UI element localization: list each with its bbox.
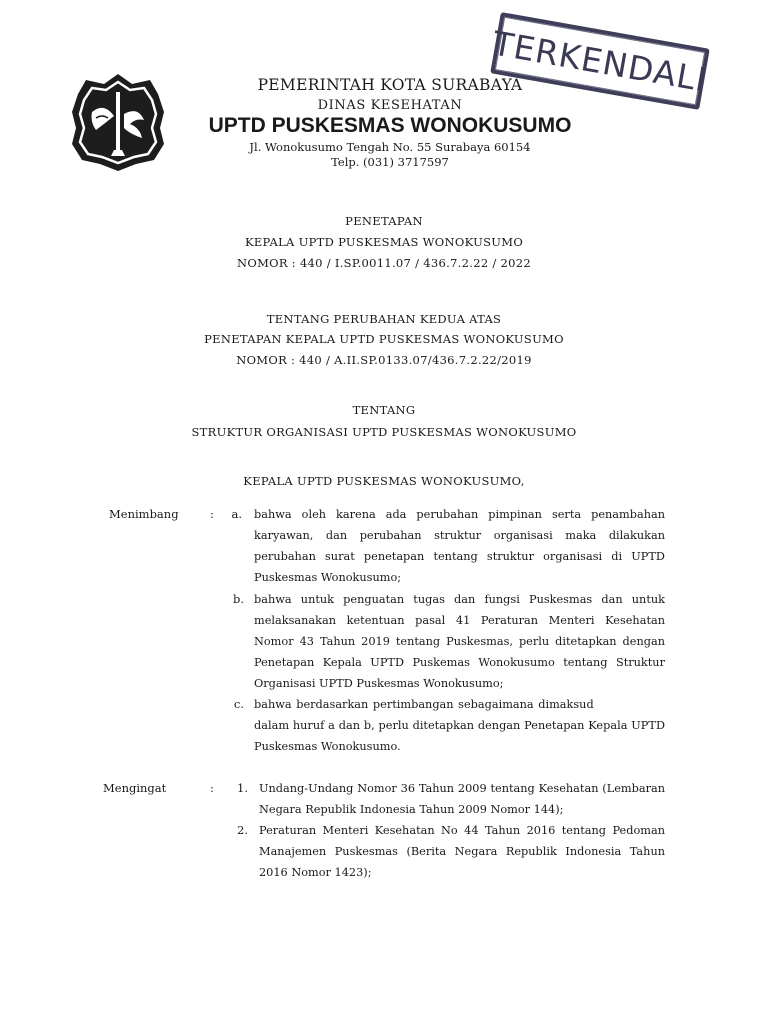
- decree-number: NOMOR : 440 / I.SP.0011.07 / 436.7.2.22 / 2022: [237, 256, 531, 270]
- letterhead-address: Jl. Wonokusumo Tengah No. 55 Surabaya 60154: [249, 140, 531, 154]
- menimbang-item-a: bahwa oleh karena ada perubahan pimpinan serta penambahan karyawan, dan perubahan struktur organisasi maka dilakukan perubahan surat penetapan tentang struktur organisasi di UPTD Puskesmas Wonokusumo;: [254, 508, 665, 584]
- decree-subject: STRUKTUR ORGANISASI UPTD PUSKESMAS WONOKUSUMO: [191, 425, 577, 439]
- mengingat-item-2: Peraturan Menteri Kesehatan No 44 Tahun 2016 tentang Pedoman Manajemen Puskesmas (Berita Negara Republik Indonesia Tahun 2016 Nomor 1423);: [259, 824, 665, 879]
- mengingat-marker-2: 2.: [237, 823, 248, 837]
- mengingat-colon: :: [210, 781, 214, 795]
- decree-head: KEPALA UPTD PUSKESMAS WONOKUSUMO,: [243, 474, 525, 488]
- decree-about-label: TENTANG: [352, 403, 416, 417]
- decree-title: PENETAPAN: [345, 214, 423, 228]
- decree-issuer: KEPALA UPTD PUSKESMAS WONOKUSUMO: [244, 235, 524, 249]
- letterhead-phone: Telp. (031) 3717597: [331, 155, 449, 169]
- menimbang-colon: :: [210, 507, 214, 521]
- controlled-stamp: TERKENDALI: [490, 12, 710, 110]
- city-emblem-logo: [70, 72, 166, 172]
- menimbang-label: Menimbang: [109, 507, 179, 521]
- decree-previous-number: NOMOR : 440 / A.II.SP.0133.07/436.7.2.22/2019: [236, 353, 532, 367]
- menimbang-marker-b: b.: [232, 592, 244, 606]
- letterhead-agency: DINAS KESEHATAN: [317, 98, 463, 113]
- menimbang-item-b: bahwa untuk penguatan tugas dan fungsi Puskesmas dan untuk melaksanakan ketentuan pasal 41 Peraturan Menteri Kesehatan Nomor 43 Tahun 2019 tentang Puskesmas, perlu ditetapkan dengan Penetapan Kepala UPTD Puskemas Wonokusumo tentang Struktur Organisasi UPTD Puskesmas Wonokusumo;: [254, 593, 665, 690]
- mengingat-item-1: Undang-Undang Nomor 36 Tahun 2009 tentang Kesehatan (Lembaran Negara Republik Indonesia Tahun 2009 Nomor 144);: [259, 782, 665, 816]
- decree-about-amendment: TENTANG PERUBAHAN KEDUA ATAS: [266, 312, 502, 326]
- menimbang-marker-c: c.: [233, 697, 244, 711]
- menimbang-item-c-continued: dalam huruf a dan b, perlu ditetapkan dengan Penetapan Kepala UPTD Puskesmas Wonokusumo.: [254, 719, 665, 753]
- decree-about-previous: PENETAPAN KEPALA UPTD PUSKESMAS WONOKUSUMO: [204, 332, 564, 346]
- menimbang-marker-a: a.: [231, 507, 242, 521]
- letterhead-institution: UPTD PUSKESMAS WONOKUSUMO: [208, 114, 572, 137]
- letterhead-government: PEMERINTAH KOTA SURABAYA: [257, 76, 523, 94]
- mengingat-marker-1: 1.: [237, 781, 248, 795]
- menimbang-item-c: bahwa berdasarkan pertimbangan sebagaimana dimaksud: [254, 698, 594, 711]
- mengingat-label: Mengingat: [103, 781, 167, 795]
